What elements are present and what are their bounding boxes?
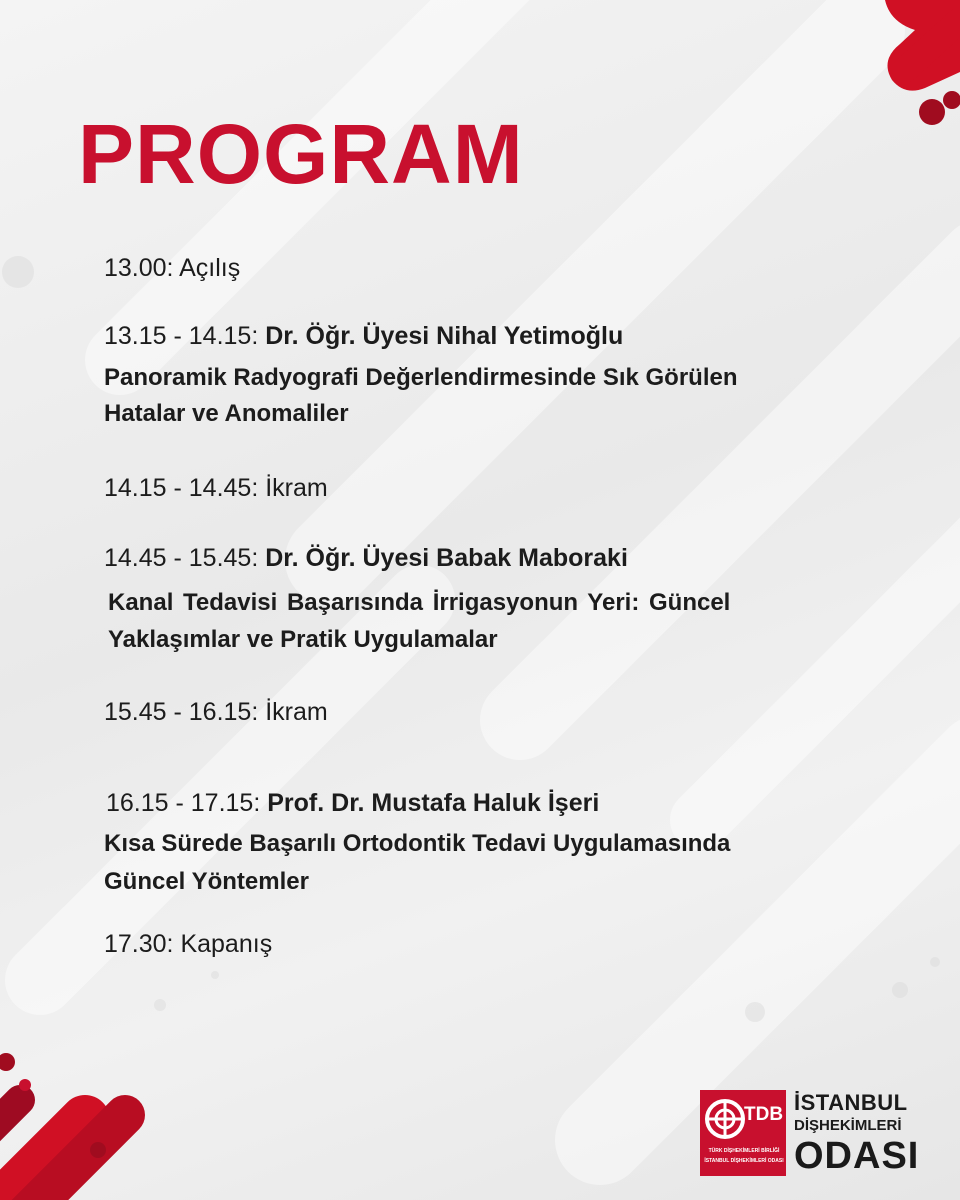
tdb-subtitle-1: TÜRK DİŞHEKİMLERİ BİRLİĞİ (708, 1148, 780, 1154)
session-1-topic-line-2: Hatalar ve Anomaliler (104, 400, 349, 427)
session-1-topic-line-1: Panoramik Radyografi Değerlendirmesinde Sık Görülen (104, 364, 738, 391)
session-3-speaker: Prof. Dr. Mustafa Haluk İşeri (267, 789, 600, 817)
tdb-text: TDB (744, 1104, 784, 1125)
session-3-topic-line-2: Güncel Yöntemler (104, 868, 309, 895)
session-1-header (104, 320, 623, 352)
session-1-speaker: Dr. Öğr. Üyesi Nihal Yetimoğlu (265, 322, 624, 350)
logo-name-line-2: DİŞHEKİMLERİ (794, 1117, 902, 1134)
session-2-time: 14.45 - 15.45: (104, 544, 259, 572)
closing-item: 17.30: Kapanış (104, 930, 273, 958)
page-title: PROGRAM (78, 107, 524, 201)
logo-name-line-3: ODASI (794, 1135, 920, 1177)
session-3-topic-line-1: Kısa Sürede Başarılı Ortodontik Tedavi Uygulamasında (104, 830, 731, 857)
tdb-subtitle-2: İSTANBUL DİŞHEKİMLERİ ODASI (704, 1158, 784, 1164)
session-3-header (106, 787, 599, 819)
tdb-emblem-icon (704, 1098, 746, 1140)
session-2-speaker: Dr. Öğr. Üyesi Babak Maboraki (265, 544, 628, 572)
session-1-time: 13.15 - 14.15: (104, 322, 259, 350)
session-2-header (104, 542, 628, 574)
red-splash-bottom-left (0, 1053, 125, 1200)
session-2-topic-line-2: Yaklaşımlar ve Pratik Uygulamalar (108, 626, 498, 653)
session-2-topic-line-1: Kanal Tedavisi Başarısında İrrigasyonun Yeri: Güncel (108, 589, 731, 616)
logo-name-line-1: İSTANBUL (794, 1090, 908, 1115)
session-3-time: 16.15 - 17.15: (106, 789, 261, 817)
istanbul-dental-chamber-logo (700, 1090, 940, 1180)
break-2-item: 15.45 - 16.15: İkram (104, 698, 328, 726)
break-1-item: 14.15 - 14.45: İkram (104, 474, 328, 502)
red-splash-top-right (885, 0, 960, 125)
opening-item: 13.00: Açılış (104, 254, 241, 282)
tdb-logo (700, 1090, 786, 1176)
